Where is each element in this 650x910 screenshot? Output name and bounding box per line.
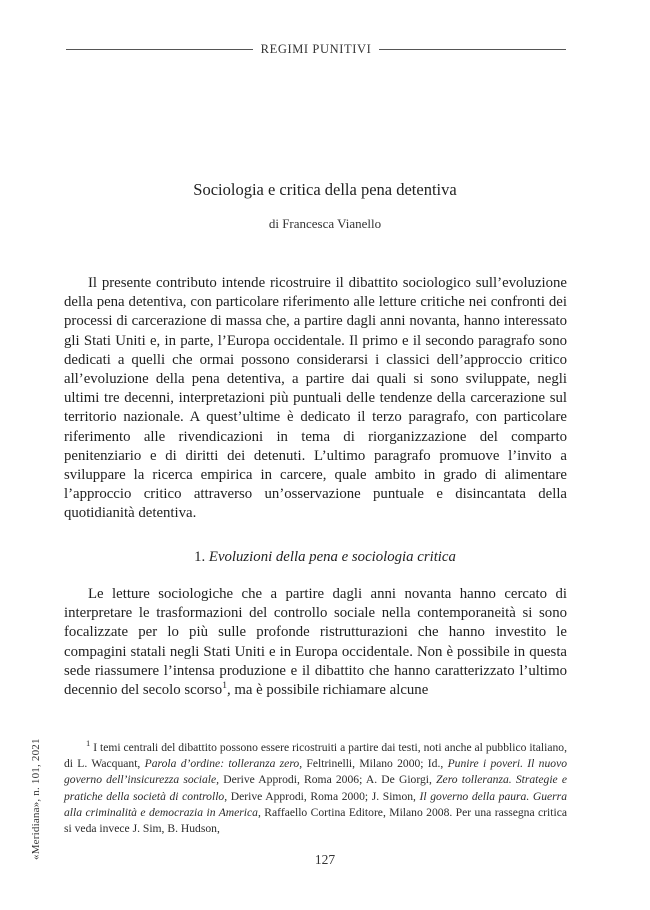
body-text-before-note: Le letture sociologiche che a partire dagli anni novanta hanno cercato di interpretare le trasformazioni del controllo sociale nella contemporaneità si sono focalizzate per lo più sulle profonde ristrutturazioni che hanno investito le compagini statali negli Stati Uniti e in Europa occidentale. Non è possibile in questa sede riassumere l’intensa produzione e il dibattito che hanno caratterizzato l’ultimo decennio del secolo scorso: [64, 586, 567, 699]
body-text-after-note: , ma è possibile richiamare alcune: [226, 682, 429, 699]
article-title: Sociologia e critica della pena detentiva: [193, 180, 457, 199]
footnote-text-1: I temi centrali del dibattito possono essere ricostruiti a partire dai testi, noti anche al pubblico italiano, di L. Wacquant,: [64, 741, 567, 771]
footnote: [64, 740, 567, 837]
footnote-reference[interactable]: 1: [222, 681, 227, 692]
footnote-text-3: Derive Approdi, Roma 2006; A. De Giorgi,: [219, 773, 437, 787]
footnote-text-5: , Raffaello Cortina Editore, Milano 2008. Per una rassegna critica si veda invece J. Sim, B. Hudson,: [64, 805, 567, 836]
body-paragraph: [64, 585, 567, 700]
abstract-paragraph: Il presente contributo intende ricostruire il dibattito sociologico sull’evoluzione della pena detentiva, con particolare riferimento alle letture critiche nei confronti dei processi di carcerazione di massa che, a partire dagli anni novanta, hanno interessato gli Stati Uniti e, in parte, l’Europa occidentale. Il primo e il secondo paragrafo sono dedicati a quelli che ormai possono considerarsi i classici dell’approccio critico all’evoluzione della pena detentiva, a partire dai quali si sono sviluppate, negli ultimi tre decenni, interpretazioni più puntuali delle tendenze della carcerazione sul territorio nazionale. A quest’ultime è dedicato il terzo paragrafo, con particolare riferimento alle rivendicazioni in tema di riorganizzazione del comparto penitenziario e di diritti dei detenuti. L’ultimo paragrafo promuove l’invito a sviluppare la ricerca empirica in carcere, quale ambito in grado di alimentare l’approccio critico attraverso un’osservazione puntuale e disincantata della quotidianità detentiva.: [64, 275, 567, 522]
footnote-number: 1: [86, 738, 91, 749]
footnote-title-3: Zero tolleranza. Strategie e pratiche della società di controllo: [64, 773, 568, 803]
footnote-title-4: Il governo della paura. Guerra alla criminalità e democrazia in America: [64, 789, 567, 819]
footnote-title-1: Parola d’ordine: tolleranza zero: [144, 757, 300, 771]
journal-side-note: «Meridiana», n. 101, 2021: [30, 738, 42, 860]
section-title: Evoluzioni della pena e sociologia critica: [208, 549, 456, 565]
page-number: 127: [314, 852, 336, 867]
running-head-text: REGIMI PUNITIVI: [260, 41, 372, 56]
running-head: [66, 39, 566, 59]
footnote-title-2: Punire i poveri. Il nuovo governo dell’insicurezza sociale,: [64, 757, 568, 787]
running-head-rule-right: [379, 49, 566, 50]
section-number: 1.: [194, 549, 206, 565]
footnote-text-2: , Feltrinelli, Milano 2000; Id.,: [299, 757, 448, 771]
running-head-rule-left: [66, 49, 253, 50]
article-author: di Francesca Vianello: [268, 216, 382, 231]
footnote-text-4: , Derive Approdi, Roma 2000; J. Simon,: [224, 789, 420, 803]
section-heading: [0, 549, 650, 566]
